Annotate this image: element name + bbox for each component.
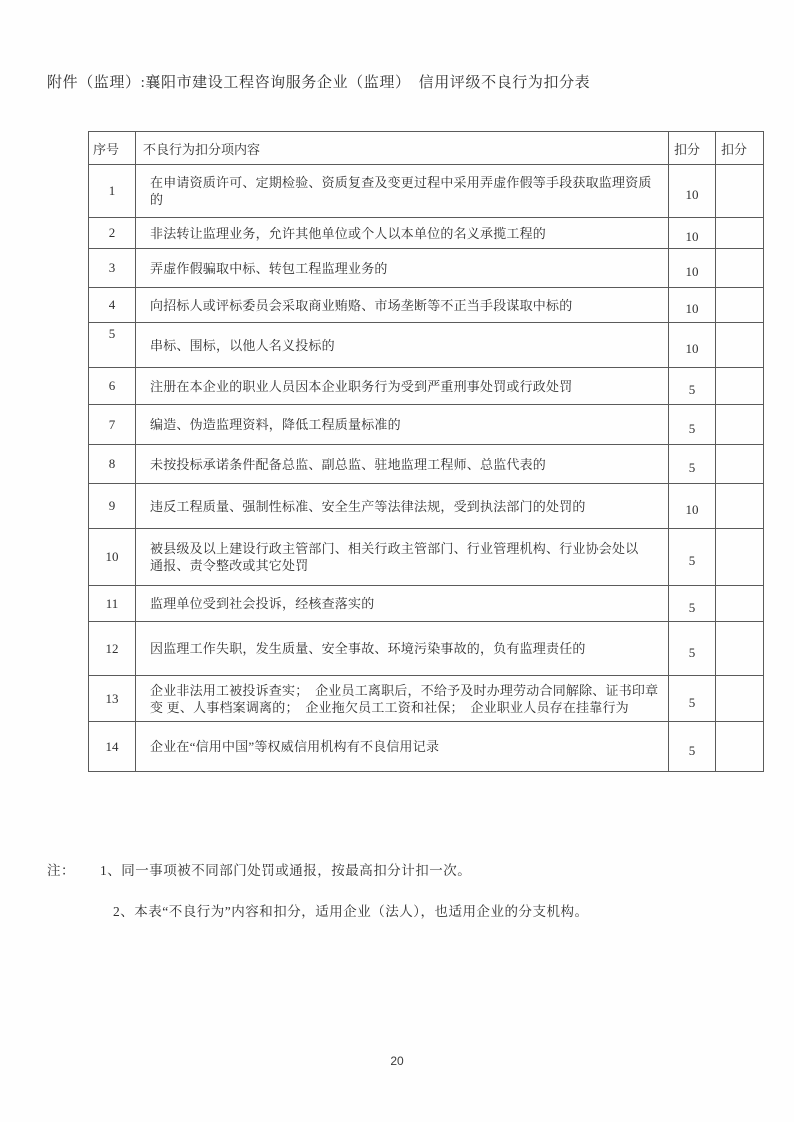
row-content: 编造、伪造监理资料，降低工程质量标准的 — [136, 405, 669, 445]
row-score — [716, 676, 764, 722]
row-score — [716, 165, 764, 218]
table-row — [89, 249, 764, 288]
table-row — [89, 323, 764, 368]
row-deduction: 10 — [669, 288, 716, 323]
row-deduction: 5 — [669, 529, 716, 586]
row-content: 未按投标承诺条件配备总监、副总监、驻地监理工程师、总监代表的 — [136, 445, 669, 484]
table-row — [89, 405, 764, 445]
row-score — [716, 622, 764, 676]
row-score — [716, 218, 764, 249]
row-score — [716, 405, 764, 445]
note-item: 2、本表“不良行为”内容和扣分，适用企业（法人），也适用企业的分支机构。 — [113, 904, 589, 919]
row-score — [716, 586, 764, 622]
row-content: 弄虚作假骗取中标、转包工程监理业务的 — [136, 249, 669, 288]
row-deduction: 5 — [669, 368, 716, 405]
row-number: 13 — [89, 676, 136, 722]
col-header-no: 序号 — [89, 132, 136, 165]
row-number: 12 — [89, 622, 136, 676]
notes-label: 注： — [47, 863, 75, 878]
row-score — [716, 722, 764, 772]
row-content: 因监理工作失职，发生质量、安全事故、环境污染事故的，负有监理责任的 — [136, 622, 669, 676]
row-number: 1 — [89, 165, 136, 218]
row-number: 3 — [89, 249, 136, 288]
row-content: 监理单位受到社会投诉，经核查落实的 — [136, 586, 669, 622]
row-content: 违反工程质量、强制性标准、安全生产等法律法规，受到执法部门的处罚的 — [136, 484, 669, 529]
row-deduction: 10 — [669, 165, 716, 218]
document-title: 附件（监理）:襄阳市建设工程咨询服务企业（监理） 信用评级不良行为扣分表 — [47, 75, 591, 91]
row-content: 企业非法用工被投诉查实； 企业员工离职后，不给予及时办理劳动合同解除、证书印章变 更、人事档案调离的； 企业拖欠员工工资和社保； 企业职业人员存在挂靠行为 — [136, 676, 669, 722]
row-score — [716, 249, 764, 288]
row-number: 4 — [89, 288, 136, 323]
row-content: 企业在“信用中国”等权威信用机构有不良信用记录 — [136, 722, 669, 772]
row-content: 串标、围标，以他人名义投标的 — [136, 323, 669, 368]
table-row — [89, 445, 764, 484]
table-row — [89, 676, 764, 722]
page-number: 20 — [390, 1054, 404, 1068]
row-number: 8 — [89, 445, 136, 484]
row-score — [716, 529, 764, 586]
row-number: 11 — [89, 586, 136, 622]
row-deduction: 5 — [669, 445, 716, 484]
col-header-content: 不良行为扣分项内容 — [136, 132, 669, 165]
row-number: 5 — [89, 323, 136, 368]
row-content: 注册在本企业的职业人员因本企业职务行为受到严重刑事处罚或行政处罚 — [136, 368, 669, 405]
table-row — [89, 586, 764, 622]
row-content: 在申请资质许可、定期检验、资质复查及变更过程中采用弄虚作假等手段获取监理资质的 — [136, 165, 669, 218]
table-row — [89, 622, 764, 676]
col-header-deduction: 扣分 — [669, 132, 716, 165]
table-row — [89, 165, 764, 218]
row-deduction: 5 — [669, 722, 716, 772]
row-deduction: 10 — [669, 323, 716, 368]
row-number: 9 — [89, 484, 136, 529]
row-score — [716, 484, 764, 529]
row-score — [716, 288, 764, 323]
row-deduction: 5 — [669, 586, 716, 622]
notes-section — [47, 859, 588, 920]
row-score — [716, 445, 764, 484]
row-deduction: 5 — [669, 676, 716, 722]
table-row — [89, 722, 764, 772]
row-score — [716, 323, 764, 368]
row-number: 10 — [89, 529, 136, 586]
row-number: 14 — [89, 722, 136, 772]
table-row — [89, 529, 764, 586]
row-content: 非法转让监理业务，允许其他单位或个人以本单位的名义承揽工程的 — [136, 218, 669, 249]
table-row — [89, 288, 764, 323]
row-content: 被县级及以上建设行政主管部门、相关行政主管部门、行业管理机构、行业协会处以 通报、责令整改或其它处罚 — [136, 529, 669, 586]
row-deduction: 5 — [669, 405, 716, 445]
table-header-row — [89, 132, 764, 165]
row-deduction: 10 — [669, 484, 716, 529]
deduction-table-body — [89, 165, 764, 772]
row-deduction: 10 — [669, 218, 716, 249]
row-number: 2 — [89, 218, 136, 249]
note-item: 1、同一事项被不同部门处罚或通报，按最高扣分计扣一次。 — [100, 863, 472, 878]
table-row — [89, 484, 764, 529]
col-header-score: 扣分 — [716, 132, 764, 165]
row-content: 向招标人或评标委员会采取商业贿赂、市场垄断等不正当手段谋取中标的 — [136, 288, 669, 323]
row-number: 6 — [89, 368, 136, 405]
row-deduction: 5 — [669, 622, 716, 676]
row-number: 7 — [89, 405, 136, 445]
deduction-table — [88, 131, 764, 772]
row-deduction: 10 — [669, 249, 716, 288]
table-row — [89, 218, 764, 249]
row-score — [716, 368, 764, 405]
table-row — [89, 368, 764, 405]
